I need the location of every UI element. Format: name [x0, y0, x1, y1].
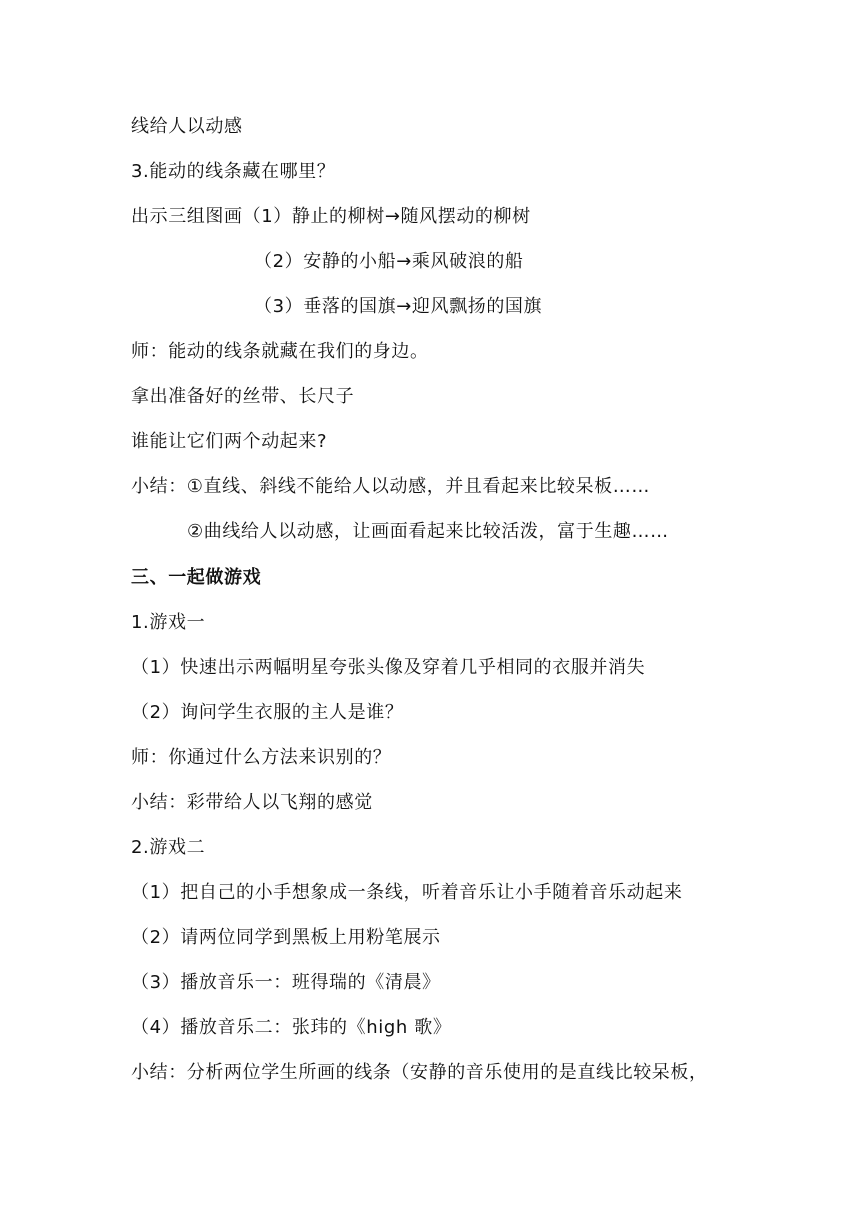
text-line-6: 师：能动的线条就藏在我们的身边。 [131, 341, 429, 362]
text-line-21: （4）播放音乐二：张玮的《high 歌》 [131, 1017, 452, 1038]
text-line-2: 3.能动的线条藏在哪里？ [131, 161, 336, 182]
text-line-18: （1）把自己的小手想象成一条线，听着音乐让小手随着音乐动起来 [131, 882, 683, 903]
text-line-7: 拿出准备好的丝带、长尺子 [131, 386, 355, 407]
text-line-9: 小结：①直线、斜线不能给人以动感，并且看起来比较呆板…… [131, 476, 650, 497]
text-line-12: 1.游戏一 [131, 612, 206, 633]
text-line-14: （2）询问学生衣服的主人是谁？ [131, 702, 404, 723]
text-line-15: 师：你通过什么方法来识别的？ [131, 747, 392, 768]
section-heading: 三、一起做游戏 [131, 567, 262, 588]
text-line-22: 小结：分析两位学生所画的线条（安静的音乐使用的是直线比较呆板， [131, 1062, 708, 1083]
text-line-8: 谁能让它们两个动起来? [131, 431, 328, 452]
text-line-4: （2）安静的小船→乘风破浪的船 [254, 251, 524, 272]
text-line-5: （3）垂落的国旗→迎风飘扬的国旗 [254, 296, 543, 317]
text-line-1: 线给人以动感 [131, 116, 243, 137]
text-line-13: （1）快速出示两幅明星夸张头像及穿着几乎相同的衣服并消失 [131, 657, 646, 678]
text-line-16: 小结：彩带给人以飞翔的感觉 [131, 792, 373, 813]
text-line-17: 2.游戏二 [131, 837, 206, 858]
text-line-3: 出示三组图画（1）静止的柳树→随风摆动的柳树 [131, 206, 531, 227]
text-line-19: （2）请两位同学到黑板上用粉笔展示 [131, 927, 441, 948]
text-line-20: （3）播放音乐一：班得瑞的《清晨》 [131, 972, 441, 993]
text-line-10: ②曲线给人以动感，让画面看起来比较活泼，富于生趣…… [187, 521, 669, 542]
